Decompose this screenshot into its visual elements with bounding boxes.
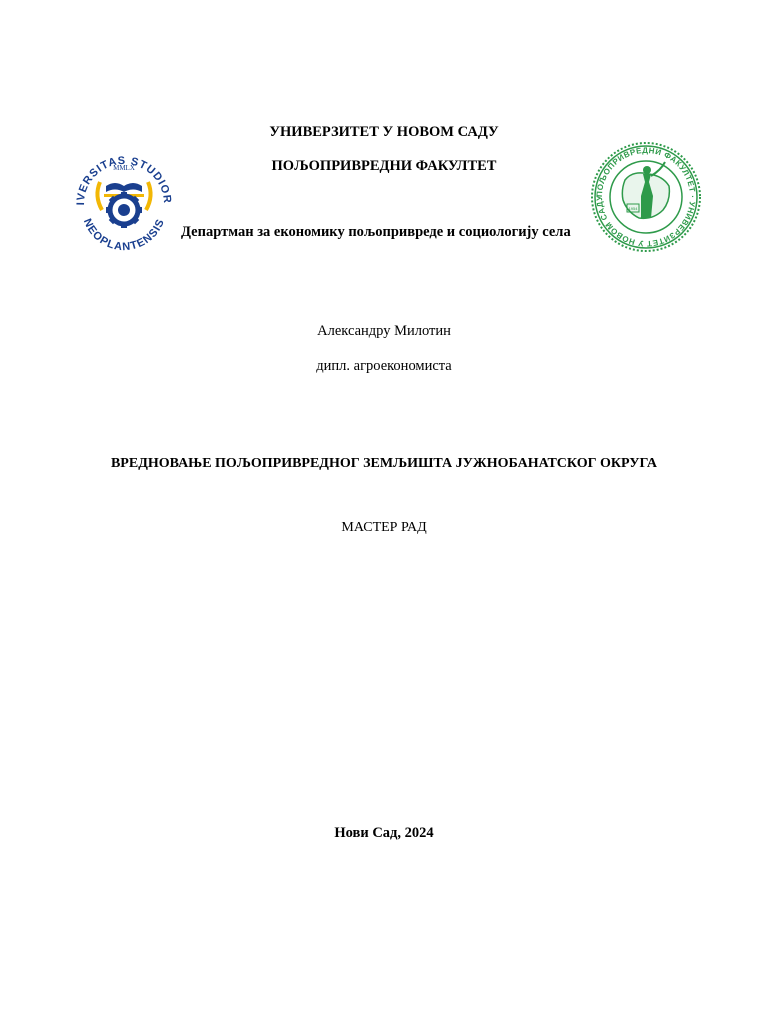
logo-left-text-top: IVERSITAS STUDIOR xyxy=(74,154,174,206)
logo-right-text: ПОЉОПРИВРЕДНИ ФАКУЛТЕТ · УНИВЕРЗИТЕТ У НОВОМ САДУ xyxy=(594,145,698,249)
thesis-title: ВРЕДНОВАЊЕ ПОЉОПРИВРЕДНОГ ЗЕМЉИШТА ЈУЖНОБАНАТСКОГ ОКРУГА xyxy=(110,456,658,471)
place-and-date: Нови Сад, 2024 xyxy=(334,825,434,841)
logo-left-text-bottom: NEOPLANTENSIS xyxy=(80,216,168,254)
thesis-type: МАСТЕР РАД xyxy=(341,520,427,535)
faculty-name: ПОЉОПРИВРЕДНИ ФАКУЛТЕТ xyxy=(271,158,497,174)
university-name: УНИВЕРЗИТЕТ У НОВОМ САДУ xyxy=(269,124,499,140)
department-name: Департман за економику пољопривреде и социологију села xyxy=(181,224,571,240)
author-title: дипл. агроекономиста xyxy=(316,358,452,374)
logo-right-year: 1954 xyxy=(628,206,638,211)
logo-left-numerals: MMLX xyxy=(113,164,135,172)
author-name: Александру Милотин xyxy=(317,323,451,339)
